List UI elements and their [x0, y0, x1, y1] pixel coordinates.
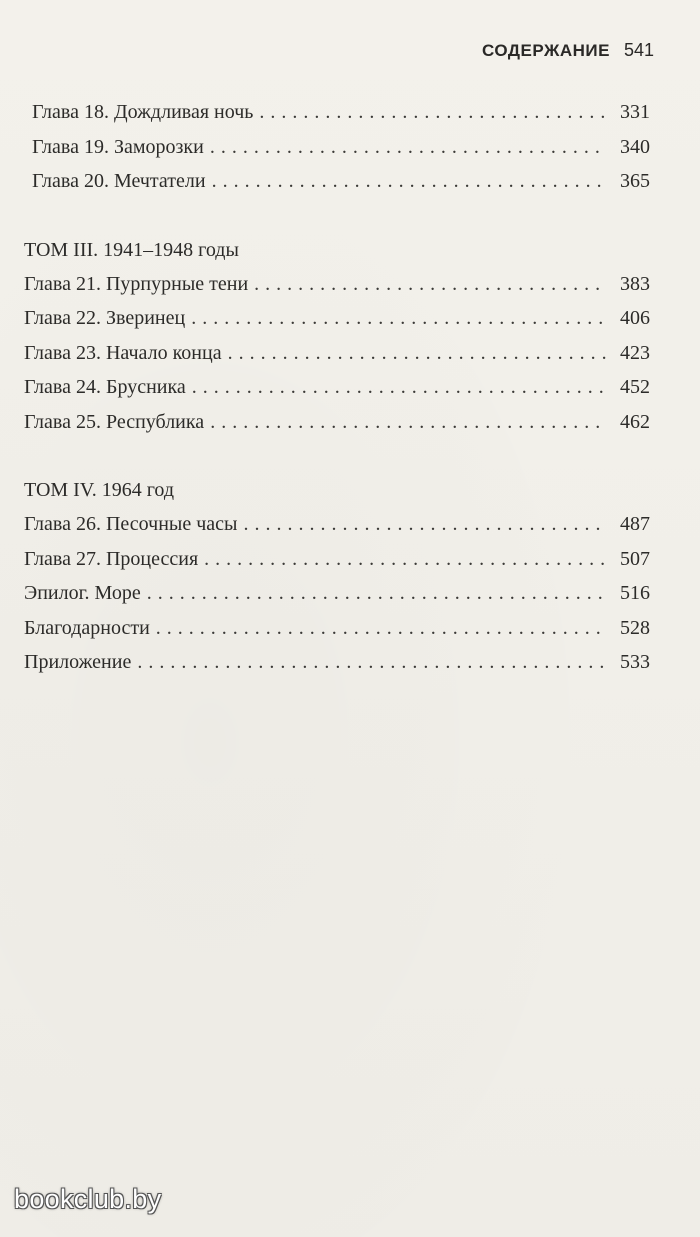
- toc-group-continuation: [24, 95, 650, 199]
- dot-leader: [156, 611, 606, 646]
- toc-entry: [32, 95, 650, 130]
- toc-entry-title: Глава 26. Песочные часы: [24, 513, 238, 535]
- toc-entry: [24, 611, 650, 646]
- dot-leader: [191, 301, 606, 336]
- dot-leader: [228, 336, 606, 371]
- toc-entry-page: 365: [620, 170, 650, 192]
- toc-entry-title: Глава 27. Процессия: [24, 547, 199, 570]
- toc-entry-title: Эпилог. Море: [24, 582, 141, 604]
- toc-entry-page: 452: [620, 376, 650, 398]
- toc-entry: [32, 164, 650, 199]
- toc-entry: [24, 336, 650, 371]
- dot-leader: [204, 542, 606, 577]
- toc-entry-page: 528: [620, 616, 650, 639]
- toc-entry-title: Глава 19. Заморозки: [32, 135, 204, 158]
- dot-leader: [254, 267, 606, 302]
- toc-entry-page: 462: [620, 410, 650, 433]
- toc-entry-page: 423: [620, 341, 650, 364]
- toc-entry-title: Глава 21. Пурпурные тени: [24, 272, 249, 295]
- toc-entry: [24, 576, 650, 611]
- running-head: [482, 40, 654, 61]
- toc-group-volume-4: [24, 473, 650, 680]
- toc-entry: [24, 405, 650, 440]
- toc-entry-title: Глава 25. Республика: [24, 410, 205, 433]
- running-head-title: СОДЕРЖАНИЕ: [482, 41, 610, 60]
- dot-leader: [212, 164, 606, 199]
- toc-entry-page: 340: [620, 135, 650, 158]
- volume-heading: ТОМ III. 1941–1948 годы: [24, 238, 239, 261]
- dot-leader: [259, 95, 606, 130]
- dot-leader: [210, 405, 606, 440]
- table-of-contents: [24, 95, 650, 714]
- toc-entry-title: Глава 18. Дождливая ночь: [32, 101, 254, 123]
- toc-entry: [24, 267, 650, 302]
- toc-entry-title: Глава 22. Зверинец: [24, 307, 186, 329]
- toc-entry-page: 331: [620, 101, 650, 123]
- dot-leader: [243, 507, 606, 542]
- toc-entry-title: Глава 20. Мечтатели: [32, 170, 206, 192]
- dot-leader: [210, 130, 606, 165]
- toc-entry: [24, 645, 650, 680]
- toc-entry: [24, 542, 650, 577]
- toc-entry-title: Приложение: [24, 651, 132, 673]
- volume-heading: ТОМ IV. 1964 год: [24, 479, 175, 501]
- toc-entry: [24, 301, 650, 336]
- toc-entry-title: Глава 24. Брусника: [24, 376, 186, 398]
- toc-entry: [24, 370, 650, 405]
- toc-entry-page: 516: [620, 582, 650, 604]
- toc-entry-title: Глава 23. Начало конца: [24, 341, 222, 364]
- dot-leader: [192, 370, 606, 405]
- toc-entry: [24, 507, 650, 542]
- toc-group-volume-3: [24, 233, 650, 440]
- toc-entry-page: 533: [620, 651, 650, 673]
- toc-entry-page: 406: [620, 307, 650, 329]
- page-number: 541: [623, 40, 654, 60]
- dot-leader: [137, 645, 606, 680]
- toc-entry-page: 383: [620, 272, 650, 295]
- site-watermark: bookclub.by: [14, 1184, 162, 1214]
- toc-entry-page: 487: [620, 513, 650, 535]
- dot-leader: [147, 576, 606, 611]
- toc-entry-page: 507: [620, 547, 650, 570]
- toc-entry-title: Благодарности: [24, 616, 150, 639]
- toc-entry: [32, 130, 650, 165]
